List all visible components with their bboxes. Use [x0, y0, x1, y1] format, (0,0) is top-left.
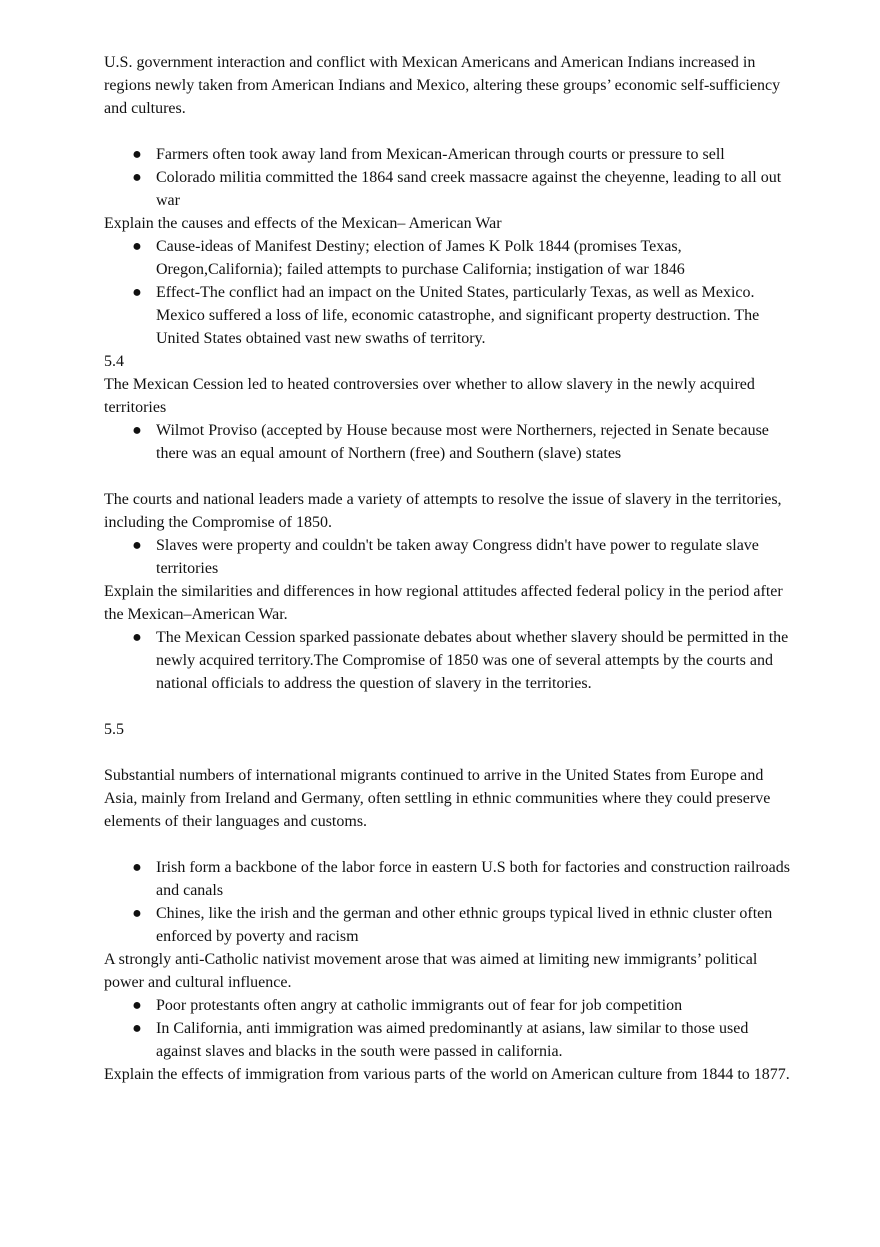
list-item-text: In California, anti immigration was aimed predominantly at asians, law similar to those used against slaves and blacks in the south were passed in california. [156, 1020, 749, 1060]
bullet-list [104, 419, 794, 465]
list-item [104, 626, 794, 695]
list-item [104, 856, 794, 902]
list-item-text: Wilmot Proviso (accepted by House because most were Northerners, rejected in Senate because there was an equal amount of Northern (free) and Southern (slave) states [156, 422, 769, 462]
paragraph: U.S. government interaction and conflict with Mexican Americans and American Indians increased in regions newly taken from American Indians and Mexico, altering these groups’ economic self-sufficiency and cultures. [104, 54, 781, 117]
paragraph: Substantial numbers of international migrants continued to arrive in the United States from Europe and Asia, mainly from Ireland and Germany, often settling in ethnic communities where they could preserve elements of their languages and customs. [104, 767, 771, 830]
list-item [104, 419, 794, 465]
bullet-list [104, 856, 794, 948]
list-item-text: Farmers often took away land from Mexican-American through courts or pressure to sell [156, 146, 725, 163]
list-item-text: The Mexican Cession sparked passionate debates about whether slavery should be permitted in the newly acquired territory.The Compromise of 1850 was one of several attempts by the courts and national officials to address the question of slavery in the territories. [156, 629, 789, 692]
bullet-icon: ● [132, 422, 142, 439]
paragraph: Explain the effects of immigration from various parts of the world on American culture from 1844 to 1877. [104, 1066, 790, 1083]
bullet-icon: ● [132, 537, 142, 554]
paragraph: The Mexican Cession led to heated controversies over whether to allow slavery in the newly acquired territories [104, 376, 755, 416]
list-item [104, 166, 794, 212]
bullet-list [104, 994, 794, 1063]
bullet-icon: ● [132, 169, 142, 186]
paragraph: Explain the similarities and differences in how regional attitudes affected federal policy in the period after the Mexican–American War. [104, 583, 783, 623]
bullet-icon: ● [132, 238, 142, 255]
list-item-text: Colorado militia committed the 1864 sand creek massacre against the cheyenne, leading to all out war [156, 169, 782, 209]
list-item-text: Slaves were property and couldn't be taken away Congress didn't have power to regulate slave territories [156, 537, 759, 577]
bullet-icon: ● [132, 629, 142, 646]
section-number: 5.5 [104, 721, 124, 738]
list-item-text: Poor protestants often angry at catholic immigrants out of fear for job competition [156, 997, 683, 1014]
list-item [104, 902, 794, 948]
bullet-icon: ● [132, 905, 142, 922]
paragraph: Explain the causes and effects of the Mexican– American War [104, 215, 502, 232]
list-item [104, 143, 794, 166]
document-page [104, 51, 794, 1086]
blank-line [104, 465, 794, 488]
list-item-text: Effect-The conflict had an impact on the United States, particularly Texas, as well as Mexico. Mexico suffered a loss of life, economic catastrophe, and significant property destruction. The United States obtained vast new swaths of territory. [156, 284, 760, 347]
bullet-list [104, 235, 794, 350]
bullet-icon: ● [132, 284, 142, 301]
blank-line [104, 695, 794, 718]
bullet-icon: ● [132, 146, 142, 163]
section-number: 5.4 [104, 353, 124, 370]
paragraph: A strongly anti-Catholic nativist movement arose that was aimed at limiting new immigrants’ political power and cultural influence. [104, 951, 758, 991]
bullet-icon: ● [132, 1020, 142, 1037]
bullet-icon: ● [132, 997, 142, 1014]
list-item [104, 1017, 794, 1063]
list-item-text: Irish form a backbone of the labor force in eastern U.S both for factories and construction railroads and canals [156, 859, 790, 899]
blank-line [104, 833, 794, 856]
bullet-list [104, 534, 794, 580]
bullet-list [104, 143, 794, 212]
blank-line [104, 120, 794, 143]
list-item-text: Chines, like the irish and the german and other ethnic groups typical lived in ethnic cluster often enforced by poverty and racism [156, 905, 773, 945]
list-item [104, 994, 794, 1017]
list-item [104, 534, 794, 580]
bullet-list [104, 626, 794, 695]
blank-line [104, 741, 794, 764]
list-item [104, 235, 794, 281]
paragraph: The courts and national leaders made a variety of attempts to resolve the issue of slavery in the territories, including the Compromise of 1850. [104, 491, 782, 531]
bullet-icon: ● [132, 859, 142, 876]
list-item-text: Cause-ideas of Manifest Destiny; election of James K Polk 1844 (promises Texas, Oregon,California); failed attempts to purchase California; instigation of war 1846 [156, 238, 685, 278]
list-item [104, 281, 794, 350]
